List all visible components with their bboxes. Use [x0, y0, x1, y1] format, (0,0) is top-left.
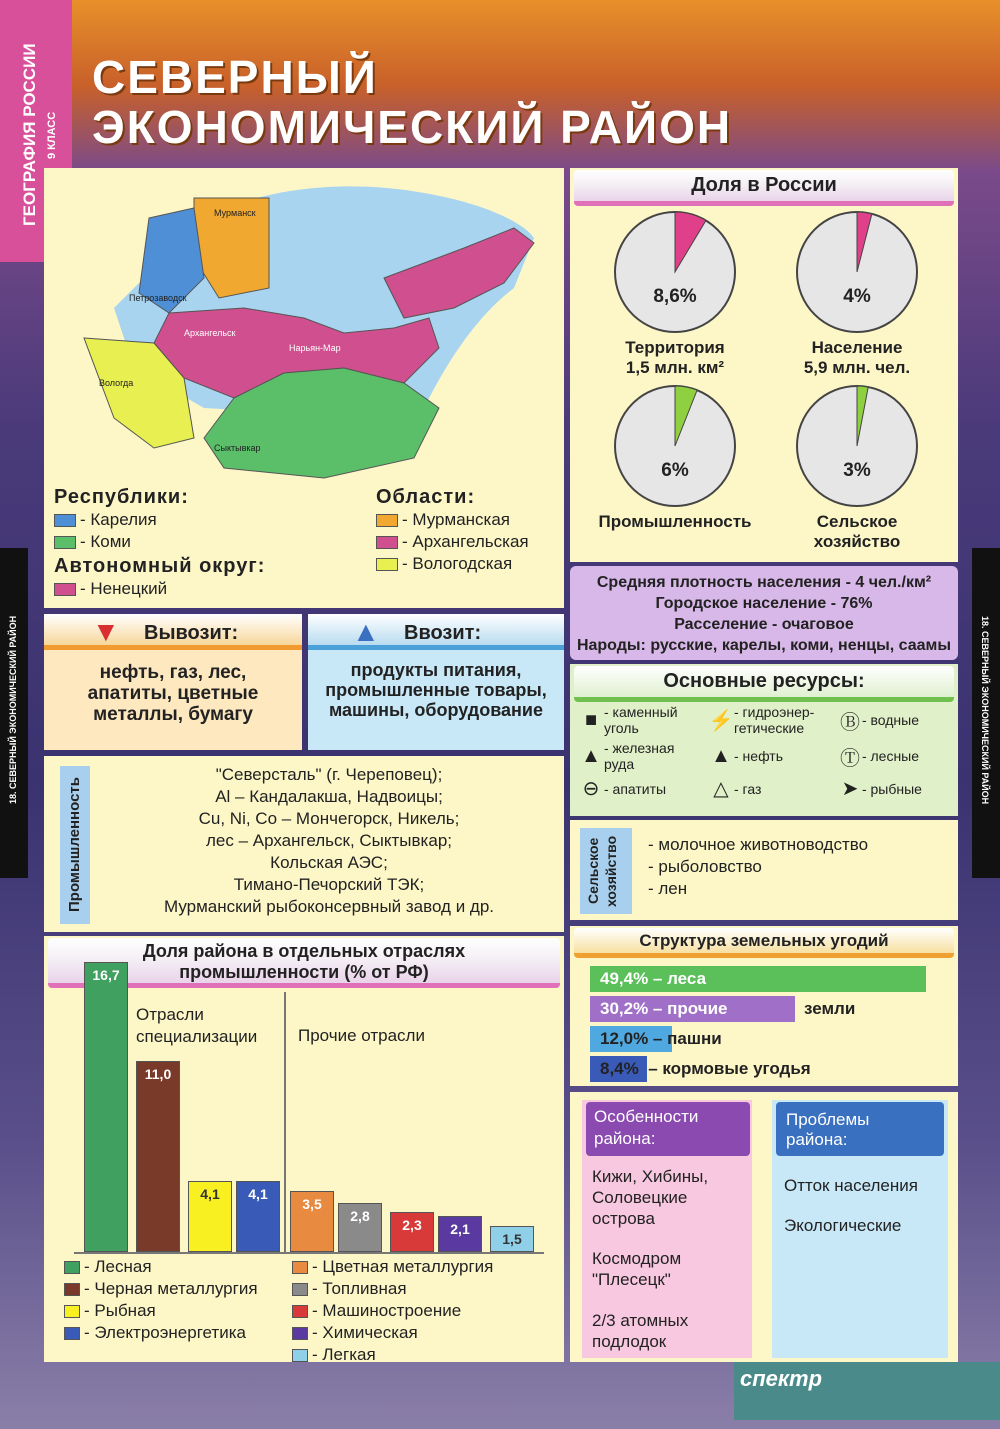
legend-swatch — [64, 1305, 80, 1318]
legend-label: - Рыбная — [84, 1301, 156, 1320]
resource-label: - газ — [734, 780, 762, 797]
legend-label: - Цветная металлургия — [312, 1257, 494, 1276]
problem-item: Отток населения — [784, 1176, 918, 1195]
legend-label: - Электроэнергетика — [84, 1323, 246, 1342]
legend-swatch — [292, 1349, 308, 1362]
swatch-arkhangelsk — [376, 536, 398, 549]
industry-line: Мурманский рыбоконсервный завод и др. — [163, 897, 495, 916]
triangle-icon: ▲ — [581, 744, 601, 767]
pie-label: Промышленность — [598, 512, 752, 531]
resource-item — [578, 704, 708, 736]
chart-bar — [236, 1181, 280, 1252]
resource-label: - каменный уголь — [604, 704, 678, 736]
resource-label: - нефть — [734, 748, 783, 764]
legend-nenets: - Ненецкий — [54, 578, 265, 600]
city-naryan-mar: Нарьян-Мар — [289, 343, 341, 353]
chart-legend-item — [64, 1278, 258, 1300]
resource-item — [578, 776, 708, 801]
oil-icon: ▲ — [711, 744, 731, 767]
bar-value-label: 2,8 — [350, 1208, 370, 1225]
chart-bar — [84, 962, 128, 1252]
problem-item: Экологические — [784, 1216, 902, 1235]
resource-item — [838, 776, 954, 801]
land-label: 8,4% – кормовые угодья — [600, 1059, 811, 1078]
chart-legend-item — [292, 1278, 493, 1300]
chart-legend-item — [292, 1256, 493, 1278]
resource-item — [708, 776, 838, 801]
subject-label: ГЕОГРАФИЯ РОССИИ — [20, 43, 39, 227]
resource-label: - рыбные — [861, 780, 922, 797]
resource-label: - водные — [861, 712, 919, 728]
oblasti-title: Области: — [376, 486, 476, 508]
density-text: Средняя плотность населения - 4 чел./км² — [596, 574, 932, 591]
bar-value-label: 3,5 — [302, 1196, 322, 1213]
export-title: Вывозит: — [144, 622, 239, 644]
industry-line: Тимано-Печорский ТЭК; — [233, 875, 425, 894]
import-title: Ввозит: — [404, 622, 482, 644]
legend-label: - Машиностроение — [312, 1301, 462, 1320]
group-label-spec: Отрасли специализации — [136, 1005, 258, 1046]
city-vologda: Вологда — [99, 378, 134, 388]
chart-legend-right — [292, 1256, 493, 1366]
chart-bar — [338, 1203, 382, 1252]
legend-label: - Лесная — [84, 1257, 152, 1276]
resource-item — [578, 740, 708, 772]
share-pie — [792, 384, 922, 554]
legend-vologda: - Вологодская — [376, 553, 529, 575]
city-murmansk: Мурманск — [214, 208, 256, 218]
group-divider — [284, 992, 286, 1252]
swatch-vologda — [376, 558, 398, 571]
resources-grid — [578, 704, 954, 801]
legend-komi: - Коми — [54, 531, 265, 553]
agri-item: - молочное животноводство — [648, 835, 869, 854]
export-text: нефть, газ, лес, апатиты, цветные металлы, бумагу — [87, 662, 259, 725]
swatch-karelia — [54, 514, 76, 527]
land-panel — [570, 926, 958, 1086]
chart-legend-left — [64, 1256, 258, 1344]
left-topic-label: 18. СЕВЕРНЫЙ ЭКОНОМИЧЕСКИЙ РАЙОН — [8, 615, 18, 805]
pie-percent: 6% — [661, 460, 689, 481]
arrow-down-icon: ▼ — [92, 616, 120, 647]
agriculture-panel — [570, 820, 958, 920]
resources-panel — [570, 664, 958, 816]
chart-bar — [438, 1216, 482, 1252]
arrow-up-icon: ▲ — [352, 616, 380, 647]
fish-icon: ➤ — [841, 778, 859, 800]
bar-value-label: 4,1 — [248, 1185, 268, 1202]
settlement-text: Расселение - очаговое — [674, 616, 854, 633]
chart-title: Доля района в отдельных отраслях промышленности (% от РФ) — [48, 938, 560, 988]
resource-label: - апатиты — [604, 780, 667, 797]
pie-label: Население — [811, 338, 903, 357]
resource-item — [708, 740, 838, 772]
legend-arkhangelsk: - Архангельская — [376, 531, 529, 553]
feature-item: Кижи, Хибины, Соловецкие острова — [592, 1167, 709, 1228]
page-title: СЕВЕРНЫЙ ЭКОНОМИЧЕСКИЙ РАЙОН — [92, 51, 733, 153]
chart-bar — [136, 1061, 180, 1252]
oblasti-legend — [376, 486, 529, 575]
resource-label: - гидроэнер- гетические — [734, 704, 815, 736]
legend-label: - Топливная — [312, 1279, 407, 1298]
bar-value-label: 1,5 — [502, 1230, 522, 1247]
share-title: Доля в России — [574, 170, 954, 206]
swatch-komi — [54, 536, 76, 549]
group-label-other: Прочие отрасли — [298, 1026, 425, 1045]
import-text: продукты питания, промышленные товары, машины, оборудование — [325, 660, 547, 720]
square-icon: ■ — [584, 708, 598, 731]
land-extra-label: земли — [804, 999, 856, 1018]
chart-legend-item — [64, 1300, 258, 1322]
pie-percent: 4% — [843, 286, 871, 307]
pie-label: Сельское — [816, 512, 898, 531]
pie-sublabel: хозяйство — [813, 532, 901, 551]
legend-label: - Легкая — [312, 1345, 376, 1364]
map-panel — [44, 168, 564, 608]
forest-icon: Ⓣ — [839, 747, 860, 770]
pie-percent: 3% — [843, 460, 871, 481]
pie-sublabel: 5,9 млн. чел. — [803, 358, 911, 377]
chart-legend-item — [292, 1344, 493, 1366]
chart-legend-item — [292, 1300, 493, 1322]
right-topic-label: 18. СЕВЕРНЫЙ ЭКОНОМИЧЕСКИЙ РАЙОН — [980, 615, 990, 805]
industry-line: Cu, Ni, Co – Мончегорск, Никель; — [198, 809, 460, 828]
pie-sublabel: 1,5 млн. км² — [625, 358, 725, 377]
city-petrozavodsk: Петрозаводск — [129, 293, 187, 303]
legend-swatch — [292, 1305, 308, 1318]
resource-item — [838, 740, 954, 772]
pie-label: Территория — [625, 338, 725, 357]
bar-value-label: 11,0 — [144, 1065, 172, 1082]
demography-panel — [570, 566, 958, 660]
agri-list — [648, 834, 868, 900]
share-panel — [570, 168, 958, 562]
apatite-icon: ⊖ — [582, 778, 600, 800]
chart-bar — [390, 1212, 434, 1252]
chart-legend-item — [292, 1322, 493, 1344]
feature-item: 2/3 атомных подлодок — [592, 1311, 689, 1351]
okrug-title: Автономный округ: — [54, 555, 266, 577]
legend-swatch — [292, 1283, 308, 1296]
feature-item: Космодром "Плесецк" — [592, 1249, 682, 1289]
water-icon: Ⓑ — [839, 711, 860, 734]
chart-legend-item — [64, 1322, 258, 1344]
industry-side-label: Промышленность — [66, 777, 83, 913]
industry-line: Кольская АЭС; — [270, 853, 388, 872]
share-pie — [598, 384, 752, 554]
industry-panel — [44, 756, 564, 932]
agri-side-label: Сельское хозяйство — [585, 835, 619, 907]
land-label: 30,2% – прочие — [600, 999, 728, 1018]
gas-icon: △ — [713, 778, 729, 800]
land-title: Структура земельных угодий — [574, 928, 954, 958]
chart-bar — [188, 1181, 232, 1252]
industry-line: Al – Кандалакша, Надвоицы; — [215, 787, 443, 806]
chart-legend-item — [64, 1256, 258, 1278]
peoples-text: Народы: русские, карелы, коми, ненцы, саамы — [576, 637, 952, 654]
brand-logo: спектр — [740, 1366, 823, 1391]
resource-item — [838, 704, 954, 736]
problems-title: Проблемы района: — [776, 1102, 944, 1156]
legend-swatch — [292, 1327, 308, 1340]
industry-chart-panel — [44, 936, 564, 1362]
chart-baseline — [74, 1252, 544, 1254]
import-panel — [308, 614, 564, 750]
chart-bar — [290, 1191, 334, 1252]
problems-box — [772, 1100, 948, 1358]
resource-item — [708, 704, 838, 736]
share-pie — [792, 210, 922, 380]
bar-value-label: 2,3 — [402, 1217, 422, 1234]
republics-legend — [54, 486, 265, 600]
resource-label: - железная руда — [604, 740, 675, 772]
bar-value-label: 16,7 — [92, 967, 120, 983]
legend-swatch — [64, 1327, 80, 1340]
region-map — [44, 168, 564, 498]
legend-label: - Черная металлургия — [84, 1279, 258, 1298]
industry-line: лес – Архангельск, Сыктывкар; — [205, 831, 452, 850]
bar-value-label: 2,1 — [450, 1220, 470, 1237]
chart-bar — [490, 1226, 534, 1252]
city-arkhangelsk: Архангельск — [184, 328, 236, 338]
city-syktyvkar: Сыктывкар — [214, 443, 261, 453]
land-label: 49,4% – леса — [600, 969, 707, 988]
legend-swatch — [64, 1283, 80, 1296]
agri-item: - рыболовство — [648, 857, 762, 876]
legend-swatch — [292, 1261, 308, 1274]
republics-title: Республики: — [54, 486, 189, 508]
grade-label: 9 КЛАСС — [46, 111, 58, 159]
agri-item: - лен — [648, 879, 688, 898]
resource-label: - лесные — [861, 748, 920, 764]
share-pie — [610, 210, 740, 380]
urban-text: Городское население - 76% — [655, 595, 873, 612]
land-label: 12,0% – пашни — [600, 1029, 722, 1048]
swatch-nenets — [54, 583, 76, 596]
export-panel — [44, 614, 302, 750]
features-box — [582, 1100, 752, 1358]
swatch-murmansk — [376, 514, 398, 527]
industry-list — [104, 764, 554, 918]
legend-label: - Химическая — [312, 1323, 418, 1342]
resources-title: Основные ресурсы: — [574, 666, 954, 702]
features-title: Особенности района: — [586, 1102, 750, 1156]
industry-line: "Северсталь" (г. Череповец); — [215, 765, 443, 784]
legend-karelia: - Карелия — [54, 509, 265, 531]
legend-swatch — [64, 1261, 80, 1274]
hydro-icon: ⚡ — [708, 709, 734, 732]
bar-value-label: 4,1 — [200, 1185, 220, 1202]
pie-percent: 8,6% — [653, 286, 697, 307]
legend-murmansk: - Мурманская — [376, 509, 529, 531]
